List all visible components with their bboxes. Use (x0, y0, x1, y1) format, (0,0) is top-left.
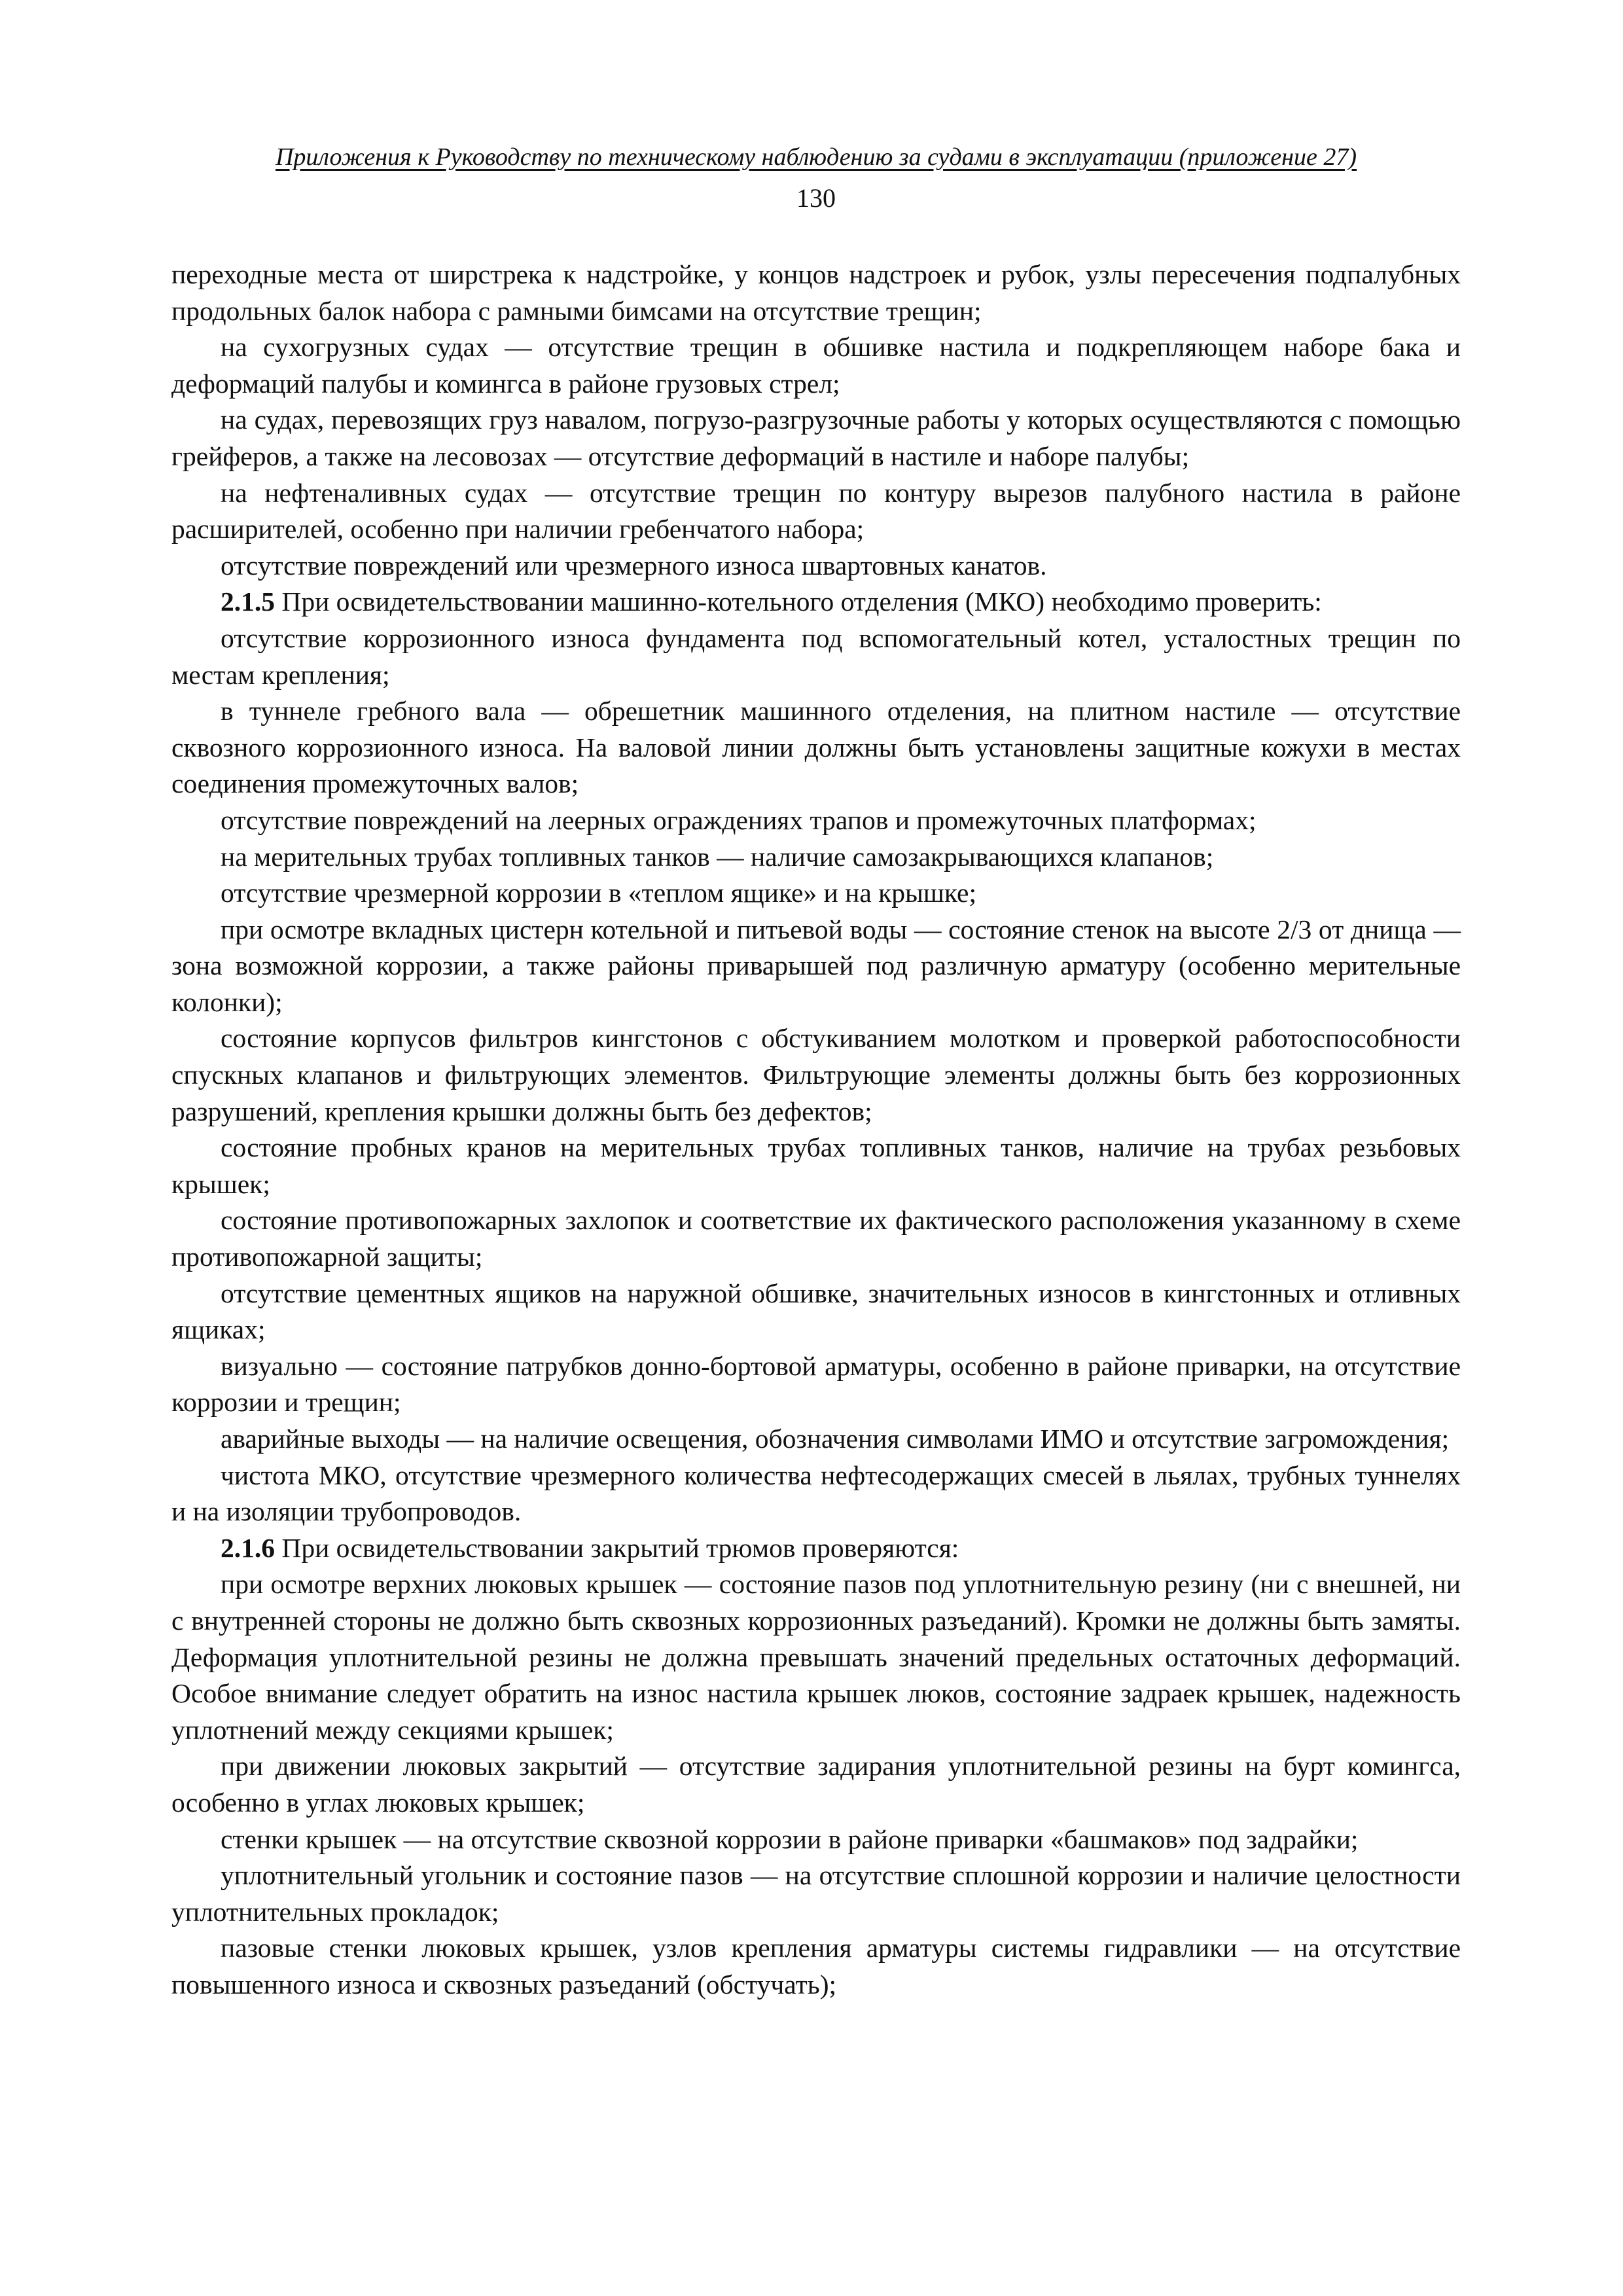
section-2-1-5 (171, 584, 1461, 620)
paragraph: состояние пробных кранов на мерительных трубах топливных танков, наличие на трубах резьбовых крышек; (171, 1132, 1461, 1199)
paragraph: отсутствие повреждений на леерных ограждениях трапов и промежуточных платформах; (221, 804, 1257, 835)
paragraph: на сухогрузных судах — отсутствие трещин в обшивке настила и подкрепляющем наборе бака и деформаций палубы и комингса в районе грузовых стрел; (171, 332, 1461, 399)
section-text: При освидетельствовании закрытий трюмов проверяются: (275, 1532, 959, 1563)
section-2-1-6 (171, 1530, 1461, 1567)
paragraph: отсутствие повреждений или чрезмерного износа швартовных канатов. (221, 550, 1047, 581)
paragraph: на мерительных трубах топливных танков — наличие самозакрывающихся клапанов; (221, 841, 1214, 872)
section-text: При освидетельствовании машинно-котельного отделения (МКО) необходимо проверить: (275, 586, 1322, 617)
paragraph: при осмотре вкладных цистерн котельной и питьевой воды — состояние стенок на высоте 2/3 от днища — зона возможной коррозии, а также районы приварышей под различную арматуру (особенно мерительные колонки); (171, 914, 1461, 1017)
paragraph: уплотнительный угольник и состояние пазов — на отсутствие сплошной коррозии и наличие целостности уплотнительных прокладок; (171, 1860, 1461, 1927)
paragraph: визуально — состояние патрубков донно-бортовой арматуры, особенно в районе приварки, на отсутствие коррозии и трещин; (171, 1350, 1461, 1418)
paragraph: на нефтеналивных судах — отсутствие трещин по контуру вырезов палубного настила в районе расширителей, особенно при наличии гребенчатого набора; (171, 477, 1461, 545)
paragraph: при осмотре верхних люковых крышек — состояние пазов под уплотнительную резину (ни с внешней, ни с внутренней стороны не должно быть сквозных коррозионных разъеданий). Кромки не должны быть замяты. Деформация уплотнительной резины не должна превышать значений предельных остаточных деформаций. Особое внимание следует обратить на износ настила крышек люков, состояние задраек крышек, надежность уплотнений между секциями крышек; (171, 1569, 1461, 1745)
paragraph: состояние корпусов фильтров кингстонов с обстукиванием молотком и проверкой работоспособности спускных клапанов и фильтрующих элементов. Фильтрующие элементы должны быть без коррозионных разрушений, крепления крышки должны быть без дефектов; (171, 1023, 1461, 1126)
paragraph: чистота МКО, отсутствие чрезмерного количества нефтесодержащих смесей в льялах, трубных туннелях и на изоляции трубопроводов. (171, 1460, 1461, 1527)
paragraph: в туннеле гребного вала — обрешетник машинного отделения, на плитном настиле — отсутствие сквозного коррозионного износа. На валовой линии должны быть установлены защитные кожухи в местах соединения промежуточных валов; (171, 696, 1461, 799)
paragraph: отсутствие коррозионного износа фундамента под вспомогательный котел, усталостных трещин по местам крепления; (171, 622, 1461, 690)
paragraph: состояние противопожарных захлопок и соответствие их фактического расположения указанному в схеме противопожарной защиты; (171, 1205, 1461, 1272)
paragraph: при движении люковых закрытий — отсутствие задирания уплотнительной резины на бурт комингса, особенно в углах люковых крышек; (171, 1751, 1461, 1818)
paragraph: аварийные выходы — на наличие освещения, обозначения символами ИМО и отсутствие загромождения; (221, 1424, 1450, 1454)
paragraph: на судах, перевозящих груз навалом, погрузо-разгрузочные работы у которых осуществляются с помощью грейферов, а также на лесовозах — отсутствие деформаций в настиле и наборе палубы; (171, 404, 1461, 471)
paragraph: пазовые стенки люковых крышек, узлов крепления арматуры системы гидравлики — на отсутствие повышенного износа и сквозных разъеданий (обстучать); (171, 1933, 1461, 2000)
paragraph: отсутствие цементных ящиков на наружной обшивке, значительных износов в кингстонных и отливных ящиках; (171, 1278, 1461, 1345)
page-number: 130 (796, 183, 836, 213)
paragraph: переходные места от ширстрека к надстройке, у концов надстроек и рубок, узлы пересечения подпалубных продольных балок набора с рамными бимсами на отсутствие трещин; (171, 259, 1461, 326)
section-number: 2.1.6 (221, 1532, 275, 1563)
running-header: Приложения к Руководству по техническому наблюдению за судами в эксплуатации (приложение 27) (275, 143, 1357, 171)
section-number: 2.1.5 (221, 586, 275, 617)
body-text (171, 257, 1461, 2003)
paragraph: отсутствие чрезмерной коррозии в «теплом ящике» и на крышке; (221, 878, 976, 908)
paragraph: стенки крышек — на отсутствие сквозной коррозии в районе приварки «башмаков» под задрайки; (221, 1823, 1359, 1854)
